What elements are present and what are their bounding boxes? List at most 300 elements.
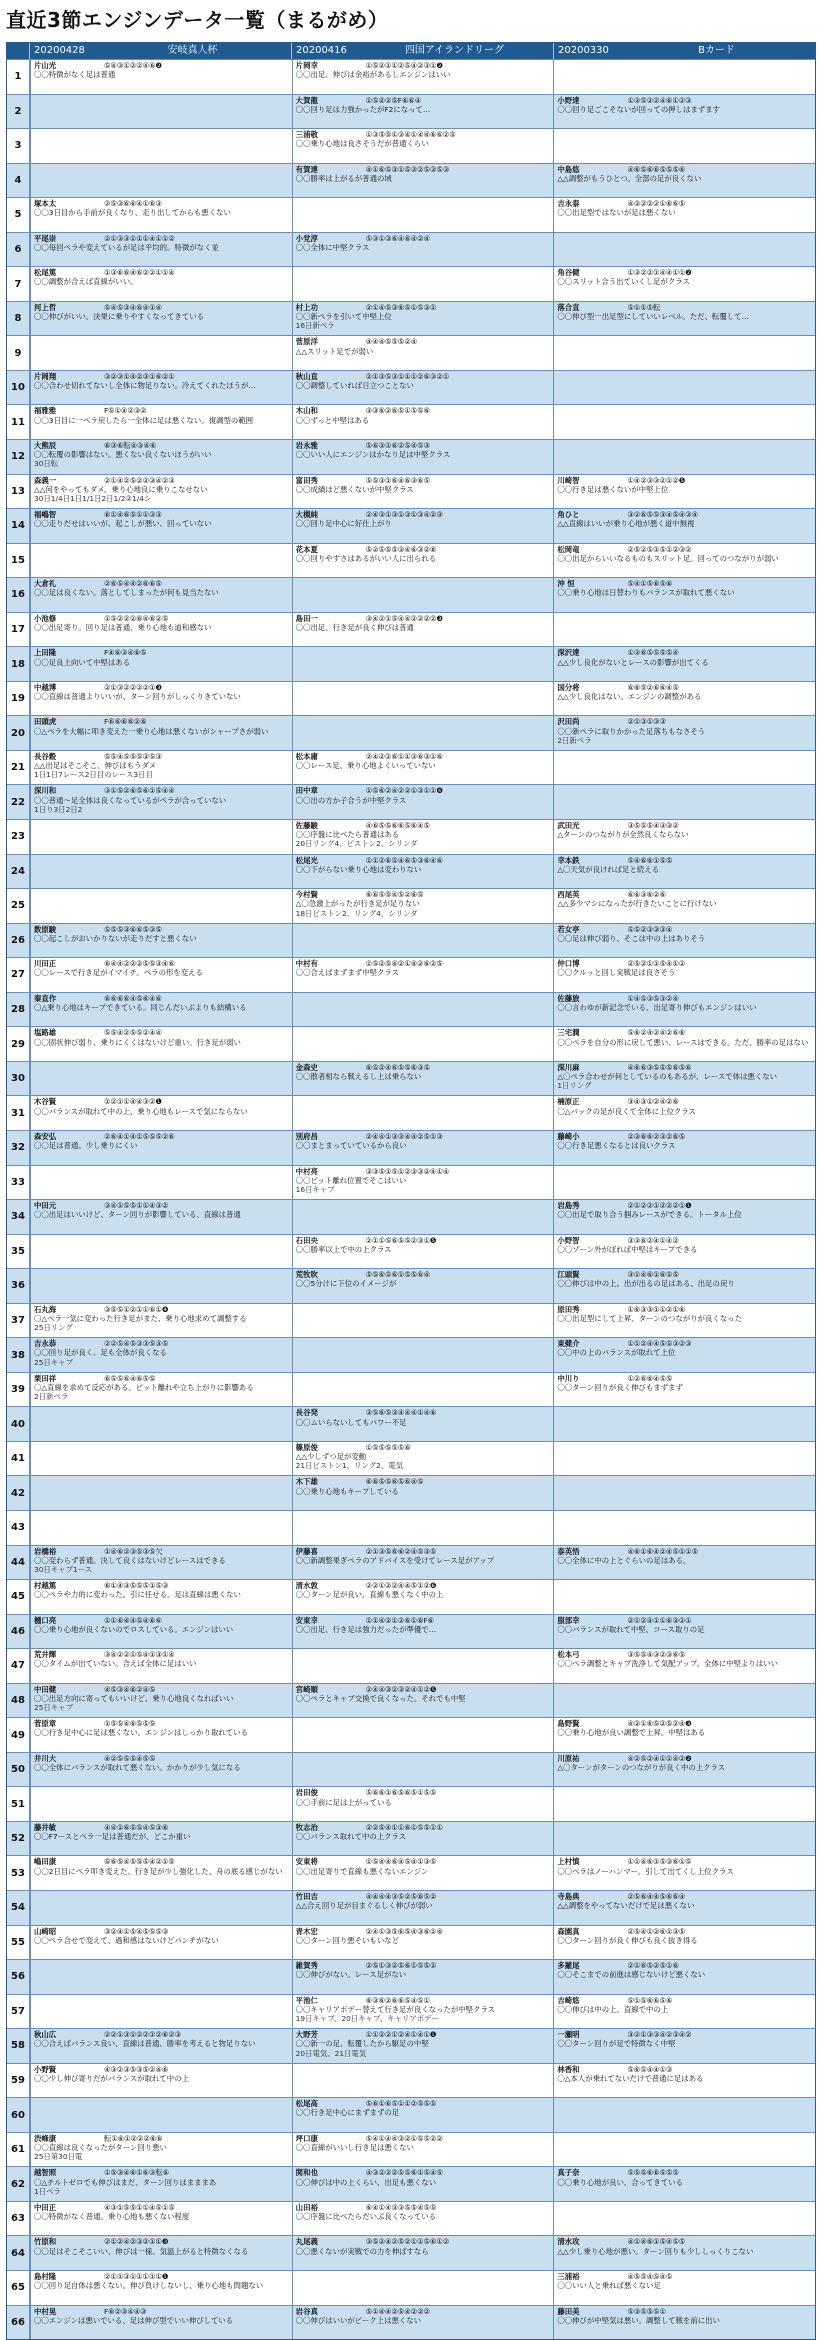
parts-note: 19日キャブ、20日キャブ、キャリアボデー bbox=[295, 2014, 439, 2024]
race-results: ⑤⑥②④②④②⑥⑥ bbox=[627, 1028, 686, 1038]
engine-number: 40 bbox=[7, 1407, 30, 1441]
racer-name: 片岡翔 bbox=[34, 371, 57, 381]
engine-comment: 〇〇合わせ切れてないし全体に物足りない。冷えてくれたほうが… bbox=[34, 381, 256, 391]
table-row bbox=[7, 1061, 815, 1096]
engine-comment: △〇急激上がったが行き足が足りない bbox=[295, 899, 420, 909]
racer-line bbox=[557, 821, 812, 830]
engine-number: 56 bbox=[7, 1960, 30, 1994]
race-cell bbox=[292, 1856, 554, 1890]
engine-comment: △△直線はいいが乗り心地が悪く道中無視 bbox=[557, 519, 695, 529]
racer-line bbox=[296, 406, 551, 415]
table-row bbox=[7, 784, 815, 819]
racer-line bbox=[296, 1477, 551, 1486]
engine-number: 2 bbox=[7, 95, 30, 129]
race-cell bbox=[292, 1822, 554, 1856]
engine-comment: 〇〇足良上向いて中堅はある bbox=[34, 657, 131, 667]
race-results: ③②③①④②③①⑥②① bbox=[104, 371, 175, 381]
table-row bbox=[7, 1959, 815, 1994]
racer-name: 福嶋智 bbox=[34, 510, 57, 520]
race-results: ②②⑤④①①⑥①⑤⑤①① bbox=[365, 1822, 443, 1832]
racer-name: 岩谷真 bbox=[295, 2306, 318, 2316]
race-results: ①②⑥⑥④⑤⑤ bbox=[627, 1373, 673, 1383]
race-results: ②①③⑤③①①①②⑥③②① bbox=[365, 371, 450, 381]
racer-line bbox=[557, 994, 812, 1003]
engine-comment: 〇〇新一の足、転覆したから駆足の中堅 bbox=[295, 2039, 429, 2049]
racer-line bbox=[557, 1305, 812, 1314]
racer-name: 福雅雅 bbox=[34, 406, 57, 416]
engine-comment: △△調整をやってないだけで足は悪くない bbox=[557, 1901, 695, 1911]
racer-name: 島田一 bbox=[295, 613, 318, 623]
racer-line bbox=[296, 1270, 551, 1279]
race-cell bbox=[553, 1649, 815, 1683]
racer-line bbox=[557, 1650, 812, 1659]
engine-comment: 〇〇行き足は悪くないが中堅上位 bbox=[557, 484, 669, 494]
engine-number: 8 bbox=[7, 302, 30, 336]
race-cell bbox=[30, 578, 292, 612]
race-cell bbox=[292, 855, 554, 889]
racer-name: 林香和 bbox=[557, 2064, 580, 2074]
engine-comment: 〇〇成績ほど悪くないが中堅クラス bbox=[295, 484, 414, 494]
race-cell bbox=[292, 475, 554, 509]
race-cell bbox=[292, 1926, 554, 1960]
engine-comment: 〇〇出足方向に寄ってもいいけど、乗り心地良くなればいい bbox=[34, 1693, 234, 1703]
race-cell bbox=[553, 1062, 815, 1096]
table-row bbox=[7, 923, 815, 958]
race-results: ①②①①④④③②❶ bbox=[104, 1097, 162, 1107]
race-results: 転①⑥①②②②⑥⑥ bbox=[104, 2133, 163, 2143]
race-results: ④⑥⑤⑤⑥⑥⑤⑥④⑤ bbox=[365, 821, 430, 831]
racer-name: 竹田吉 bbox=[295, 1891, 318, 1901]
engine-comment: 〇〇出足寄り。回り足は普通、乗り心地も道和感ない bbox=[34, 622, 212, 632]
engine-number: 30 bbox=[7, 1062, 30, 1096]
race-cell bbox=[30, 1166, 292, 1200]
race-cell bbox=[30, 2133, 292, 2167]
engine-comment: 〇〇3日目から手前が良くなり、走り出してからも悪くない bbox=[34, 208, 231, 218]
race-results: ⑥⑥⑤⑤⑥⑤⑥④⑤ bbox=[365, 1477, 424, 1487]
engine-comment: 〇〇伸びがいい。決果に乗りやすくなってきている bbox=[34, 312, 204, 322]
race-cell bbox=[553, 820, 815, 854]
engine-comment: 〇〇全体に中の上とぐらいの足はある。 bbox=[557, 1555, 691, 1565]
race-cell bbox=[292, 233, 554, 267]
race-cell bbox=[553, 2236, 815, 2270]
racer-name: 吉崎悠 bbox=[557, 1995, 580, 2005]
race-results: ②①⑥⑤②⑤①⑥ bbox=[627, 1961, 679, 1971]
racer-name: 深川和 bbox=[34, 786, 57, 796]
racer-name: 大槻純 bbox=[295, 510, 318, 520]
table-row bbox=[7, 2166, 815, 2201]
racer-line bbox=[296, 1443, 551, 1452]
race-results: ⑤④①⑤⑥⑤⑥ bbox=[627, 579, 673, 589]
engine-comment: 〇〇エンジンは悪いでいる、足は伸び型でいい伸びしている bbox=[34, 2315, 234, 2325]
racer-line bbox=[557, 2168, 812, 2177]
race-results: ②②①③①②②①②⑥②③ bbox=[104, 2030, 182, 2040]
racer-line bbox=[296, 1927, 551, 1936]
engine-comment: 〇〇ペラはノーハンマー。引して出てくし上位クラス bbox=[557, 1866, 734, 1876]
race-cell bbox=[292, 785, 554, 819]
engine-comment: 〇〇行き足中心に足は悪くない。エンジンはしっかり取れている bbox=[34, 1728, 248, 1738]
race-cell bbox=[553, 1166, 815, 1200]
racer-name: 塚本太 bbox=[34, 199, 57, 209]
racer-name: 秦直作 bbox=[34, 993, 57, 1003]
engine-comment: 〇〇新ペラを引いて中堅上位 bbox=[295, 312, 392, 322]
racer-name: 上田隆 bbox=[34, 648, 57, 658]
racer-line bbox=[34, 959, 289, 968]
racer-line bbox=[557, 1857, 812, 1866]
racer-name: 服部幸 bbox=[557, 1615, 580, 1625]
race-results: ⑥⑤⑤⑥④⑥⑤⑤ bbox=[104, 1373, 156, 1383]
racer-line bbox=[34, 476, 289, 485]
racer-name: 安東幸 bbox=[295, 1615, 318, 1625]
race-cell bbox=[553, 1373, 815, 1407]
race-results: ④⑥①⑥④②④⑤①①⑤ bbox=[627, 1546, 699, 1556]
engine-number: 35 bbox=[7, 1235, 30, 1269]
race-cell bbox=[292, 2167, 554, 2201]
table-row bbox=[7, 543, 815, 578]
racer-name: 大野芳 bbox=[295, 2030, 318, 2040]
race-results: ④①⑥⑤③①⑤③②⑤③⑤③ bbox=[365, 164, 450, 174]
engine-comment: 〇〇伸び型一出足型にしていいレベル。ただ、転覆して… bbox=[557, 312, 749, 322]
racer-name: 木山和 bbox=[295, 406, 318, 416]
engine-comment: 〇〇手前に足は上がっている bbox=[295, 1797, 392, 1807]
engine-comment: △△少し良化はない。エンジンの調整がある bbox=[557, 692, 702, 702]
race-cell bbox=[30, 1649, 292, 1683]
racer-name: 越智照 bbox=[34, 2168, 57, 2178]
racer-name: 松岡竜 bbox=[557, 544, 580, 554]
racer-name: 菅原章 bbox=[34, 1719, 57, 1729]
table-row bbox=[7, 1441, 815, 1476]
engine-comment: 〇△本人が乗れてないだけで普通に足はある bbox=[557, 2073, 704, 2083]
race-results: ⑤③①③⑥④⑥④②④ bbox=[365, 233, 430, 243]
engine-comment: 〇〇そこまでの前進は感じないけど悪くない bbox=[557, 1970, 706, 1980]
racer-line bbox=[296, 1961, 551, 1970]
racer-line bbox=[557, 268, 812, 277]
engine-comment: 〇〇転覆の影響はない。悪くない良くないほうがいい bbox=[34, 450, 212, 460]
race-cell bbox=[30, 60, 292, 94]
race-cell bbox=[553, 2098, 815, 2132]
engine-number: 34 bbox=[7, 1200, 30, 1234]
race-cell bbox=[30, 1684, 292, 1718]
race-results: ②①③②②②②①❸ bbox=[104, 682, 162, 692]
engine-comment: 〇〇乗り心地が良い、合ってきている bbox=[557, 2177, 683, 2187]
racer-line bbox=[34, 1616, 289, 1625]
table-row bbox=[7, 1752, 815, 1787]
racer-line bbox=[34, 1097, 289, 1106]
engine-number: 55 bbox=[7, 1926, 30, 1960]
racer-line bbox=[557, 648, 812, 657]
racer-line bbox=[557, 545, 812, 554]
racer-name: 原田秀 bbox=[557, 1304, 580, 1314]
racer-line bbox=[557, 1927, 812, 1936]
race-cell bbox=[553, 1511, 815, 1545]
racer-line bbox=[34, 2030, 289, 2039]
page-title: 直近3節エンジンデータ一覧（まるがめ） bbox=[6, 8, 389, 32]
table-row bbox=[7, 1475, 815, 1510]
racer-line bbox=[296, 2237, 551, 2246]
race-cell bbox=[292, 1546, 554, 1580]
racer-line bbox=[296, 821, 551, 830]
table-row bbox=[7, 1545, 815, 1580]
race-results: ②①③③①①①④①①② bbox=[104, 233, 175, 243]
race-cell bbox=[30, 2167, 292, 2201]
engine-number: 27 bbox=[7, 958, 30, 992]
racer-line bbox=[296, 1857, 551, 1866]
racer-name: 中村有 bbox=[295, 959, 318, 969]
race-results: ③③⑤①⑤①②③③②④①④ bbox=[365, 1166, 450, 1176]
engine-comment: 〇〇序盤に比べたら普通はある bbox=[295, 830, 400, 840]
engine-comment: 〇〇キャリアボデー替えて行き足が良くなったが中堅クラス bbox=[295, 2004, 495, 2014]
race-cell bbox=[292, 1753, 554, 1787]
race-cell bbox=[553, 1200, 815, 1234]
race-results: ②④④③②③②④①②❺ bbox=[365, 1684, 437, 1694]
race-cell bbox=[553, 855, 815, 889]
engine-number: 15 bbox=[7, 544, 30, 578]
race-results: ①①②②①②④①④①❶ bbox=[365, 2030, 437, 2040]
racer-name: 山崎昭 bbox=[34, 1926, 57, 1936]
engine-comment: 〇〇足はそこそこいい、伸びは一様、気温上がると特徴なくなる bbox=[34, 2246, 249, 2256]
table-row bbox=[7, 301, 815, 336]
engine-comment: △△多少マシになったが行きたいことに行けない bbox=[557, 899, 717, 909]
table-row bbox=[7, 1786, 815, 1821]
race-cell bbox=[292, 1269, 554, 1303]
race-cell bbox=[553, 302, 815, 336]
engine-comment: 〇〇出足型にして上昇、ターンのつながりが良くなった bbox=[557, 1313, 742, 1323]
race-results: ④④④⑤⑤⑤②④ bbox=[365, 337, 418, 347]
racer-name: 川原祐 bbox=[557, 1753, 580, 1763]
race-results: ⑤①①⑤転 bbox=[627, 302, 661, 312]
engine-comment: 〇〇出足、伸びは余裕があるしエンジンはいい bbox=[295, 70, 451, 80]
race-results: ④①④⑥①⑤④⑤⑤ bbox=[627, 2237, 686, 2247]
race-cell bbox=[553, 682, 815, 716]
race-results: ⑤⑤④⑤⑤⑤③⑤③ bbox=[104, 751, 162, 761]
engine-comment: 〇〇特徴がなく足は普通 bbox=[34, 70, 116, 80]
race-cell bbox=[292, 544, 554, 578]
race-cell bbox=[30, 820, 292, 854]
racer-name: 篠原俊 bbox=[295, 1442, 318, 1452]
race-cell bbox=[553, 1718, 815, 1752]
table-row bbox=[7, 439, 815, 474]
racer-name: 井川大 bbox=[34, 1753, 57, 1763]
race-results: ②④④①③③④④②⑤①③ bbox=[365, 1131, 443, 1141]
race-results: ②①②④①①⑥③②① bbox=[627, 1615, 692, 1625]
race-cell bbox=[553, 2167, 815, 2201]
race-results: ②①①⑤⑥⑤⑤②③①❺ bbox=[365, 1235, 437, 1245]
racer-line bbox=[296, 1236, 551, 1245]
racer-name: 石丸海 bbox=[34, 1304, 57, 1314]
racer-line bbox=[296, 856, 551, 865]
race-results: ④④④④③⑤②⑤⑥⑤② bbox=[365, 1891, 437, 1901]
racer-name: 松本庸 bbox=[295, 751, 318, 761]
engine-comment: 〇〇下がらない乗り心地は変わりない bbox=[295, 864, 422, 874]
race-results: ②⑤②①①⑤④①② bbox=[627, 959, 686, 969]
racer-name: 長谷穀 bbox=[34, 751, 57, 761]
race-results: ①④②③③②①②❺ bbox=[627, 475, 686, 485]
racer-name: 森園真 bbox=[557, 1926, 580, 1936]
race-cell bbox=[292, 1649, 554, 1683]
racer-name: 秋山直 bbox=[295, 371, 318, 381]
race-cell bbox=[553, 1787, 815, 1821]
race-results: ①①④⑥①⑤③⑥①⑤ bbox=[627, 1857, 692, 1867]
racer-line bbox=[296, 303, 551, 312]
race-cell bbox=[30, 198, 292, 232]
racer-name: 泰英悟 bbox=[557, 1546, 580, 1556]
racer-line bbox=[557, 925, 812, 934]
racer-name: 小党淳 bbox=[295, 233, 318, 243]
race-cell bbox=[292, 1476, 554, 1510]
racer-line bbox=[296, 1823, 551, 1832]
racer-line bbox=[557, 303, 812, 312]
engine-number: 7 bbox=[7, 267, 30, 301]
race-results: ①①⑥④④⑤④⑥⑥ bbox=[104, 1615, 162, 1625]
race-cell bbox=[292, 682, 554, 716]
parts-note: 20日リング4、ピストン2、シリンダ bbox=[295, 839, 418, 849]
table-row bbox=[7, 681, 815, 716]
race-cell bbox=[292, 60, 554, 94]
engine-number: 37 bbox=[7, 1304, 30, 1338]
racer-name: 幸本鉄 bbox=[557, 855, 580, 865]
race-cell bbox=[292, 405, 554, 439]
engine-comment: 〇〇ピット離れ位置でそこはいい bbox=[295, 1175, 407, 1185]
racer-name: 岩田俊 bbox=[295, 1788, 318, 1798]
race-cell bbox=[292, 1235, 554, 1269]
racer-line bbox=[557, 1616, 812, 1625]
table-row bbox=[7, 715, 815, 750]
engine-comment: 〇〇回り足中心に好仕上がり bbox=[295, 519, 392, 529]
racer-name: 金森史 bbox=[295, 1062, 318, 1072]
racer-name: 村越篤 bbox=[34, 1581, 57, 1591]
racer-line bbox=[557, 1374, 812, 1383]
race-results: ①①②④④⑤⑤③②③ bbox=[627, 1339, 692, 1349]
header-event: 四国アイランドリーグ bbox=[404, 45, 505, 56]
racer-line bbox=[34, 1823, 289, 1832]
race-cell bbox=[30, 1476, 292, 1510]
racer-name: 村上功 bbox=[295, 302, 318, 312]
race-results: ③③⑥②⑥⑤①⑤⑤⑥ bbox=[365, 406, 430, 416]
race-cell bbox=[553, 1753, 815, 1787]
table-row bbox=[7, 2235, 815, 2270]
race-cell bbox=[292, 440, 554, 474]
engine-comment: △△合え回り足が目まぐるしく伸びが弱い bbox=[295, 1901, 433, 1911]
race-cell bbox=[292, 1615, 554, 1649]
header-col-2 bbox=[291, 43, 553, 59]
parts-note: 2日新ペラ bbox=[557, 735, 592, 745]
racer-line bbox=[34, 61, 289, 70]
racer-name: 松尾光 bbox=[295, 855, 318, 865]
race-cell bbox=[292, 1960, 554, 1994]
parts-note: 20日電気、21日電気 bbox=[295, 2048, 367, 2058]
race-cell bbox=[292, 1718, 554, 1752]
racer-name: 牧志治 bbox=[295, 1822, 318, 1832]
racer-line bbox=[34, 2237, 289, 2246]
racer-line bbox=[34, 717, 289, 726]
race-results: ②②⑤④⑤③③⑤③⑤ bbox=[104, 1339, 169, 1349]
table-row bbox=[7, 1165, 815, 1200]
engine-number: 1 bbox=[7, 60, 30, 94]
race-cell bbox=[292, 302, 554, 336]
race-cell bbox=[292, 647, 554, 681]
race-results: ⑤⑥③①⑥②⑤④⑤③ bbox=[365, 441, 430, 451]
engine-comment: △△少し乗り心地が悪い。ターン回りも少ししっくりこない bbox=[557, 2246, 754, 2256]
race-results: ①③②②①④④①①❷ bbox=[627, 268, 692, 278]
engine-comment: 〇〇回り足は力強かったがF2になって… bbox=[295, 104, 431, 114]
engine-comment: 〇〇起こしがおいかりないが走りだすと悪くない bbox=[34, 933, 197, 943]
race-cell bbox=[292, 336, 554, 370]
racer-line bbox=[557, 1339, 812, 1348]
race-results: ⑥⑥③⑥②⑥ bbox=[627, 890, 666, 900]
race-cell bbox=[30, 1891, 292, 1925]
race-results: F⑥⑥⑥⑥②⑥ bbox=[104, 717, 147, 727]
racer-line bbox=[34, 1927, 289, 1936]
racer-line bbox=[296, 545, 551, 554]
engine-comment: 〇〇新調整果ぎペラのアドバイスを受けてレース足がアップ bbox=[295, 1555, 495, 1565]
race-cell bbox=[292, 2306, 554, 2340]
table-row bbox=[7, 1579, 815, 1614]
engine-comment: 〇〇合えばまずまず中堅クラス bbox=[295, 968, 399, 978]
race-cell bbox=[553, 129, 815, 163]
race-results: ④⑥⑥③⑤⑤⑤⑥⑤⑥ bbox=[627, 1062, 692, 1072]
racer-name: 青木宏 bbox=[295, 1926, 318, 1936]
racer-line bbox=[557, 1063, 812, 1072]
race-cell bbox=[292, 2236, 554, 2270]
table-row bbox=[7, 1855, 815, 1890]
engine-comment: △△スリット足でが弱い bbox=[295, 346, 374, 356]
racer-name: 寺島典 bbox=[557, 1891, 580, 1901]
engine-comment: 〇〇全体に中堅クラス bbox=[295, 242, 370, 252]
racer-line bbox=[296, 2307, 551, 2316]
racer-line bbox=[296, 1547, 551, 1556]
race-results: ②①③⑤⑥⑥②④⑤③⑤ bbox=[365, 1546, 437, 1556]
racer-line bbox=[296, 2099, 551, 2108]
race-results: ②⑤③⑥⑥④①⑥③ bbox=[104, 199, 162, 209]
table-row bbox=[7, 992, 815, 1027]
engine-comment: 〇〇行き足中心にまずまずの足 bbox=[295, 2108, 400, 2118]
racer-line bbox=[34, 1201, 289, 1210]
race-cell bbox=[292, 2133, 554, 2167]
race-cell bbox=[553, 336, 815, 370]
race-results: ⑤⑤⑤⑥⑥⑤⑤⑤ bbox=[627, 2168, 679, 2178]
race-results: ①③⑥⑤⑤⑤⑤④ bbox=[627, 648, 679, 658]
race-results: ③②①③③④②③④② bbox=[627, 2030, 692, 2040]
engine-comment: 〇〇出足型ではないが足は悪くない bbox=[557, 208, 676, 218]
engine-comment: 〇〇ターン回りが良く伸びも良く抜き得る bbox=[557, 1935, 698, 1945]
racer-line bbox=[34, 2168, 289, 2177]
race-results: ②①④②⑤②②③④②③ bbox=[104, 475, 175, 485]
race-results: ⑤④①④④③②①⑤⑤②② bbox=[365, 2133, 443, 2143]
engine-number: 21 bbox=[7, 751, 30, 785]
engine-comment: 〇〇悪くないが実戦での力を伸ばすなら bbox=[295, 2246, 429, 2256]
engine-number: 49 bbox=[7, 1718, 30, 1752]
table-row bbox=[7, 1268, 815, 1303]
race-results: F⑤①④②③② bbox=[104, 406, 147, 416]
race-results: ⑥④①④③③⑤⑤④⑤⑤ bbox=[365, 2202, 437, 2212]
race-cell bbox=[553, 267, 815, 301]
engine-comment: 〇〇回り足が良く、足も全体が良くなる bbox=[34, 1348, 167, 1358]
table-row bbox=[7, 404, 815, 439]
race-cell bbox=[292, 129, 554, 163]
racer-line bbox=[34, 1685, 289, 1694]
engine-comment: 〇〇バランスが取れて中の上、乗り心地もレースで気にならない bbox=[34, 1106, 248, 1116]
header-date: 20200428 bbox=[34, 45, 85, 56]
engine-number: 3 bbox=[7, 129, 30, 163]
engine-comment: 〇〇レース足、乗り心地よくいっていない bbox=[295, 761, 436, 771]
race-cell bbox=[553, 1407, 815, 1441]
race-results: ①⑤②②⑤F⑥⑥④ bbox=[365, 95, 422, 105]
race-results: ③②④①⑤④⑤⑤⑤③ bbox=[104, 1926, 169, 1936]
engine-number: 38 bbox=[7, 1338, 30, 1372]
race-results: ①⑤②②②⑥④⑥②⑤ bbox=[104, 613, 169, 623]
table-row bbox=[7, 1026, 815, 1061]
parts-note: 1日ペラ bbox=[34, 2186, 61, 2196]
racer-line bbox=[557, 199, 812, 208]
